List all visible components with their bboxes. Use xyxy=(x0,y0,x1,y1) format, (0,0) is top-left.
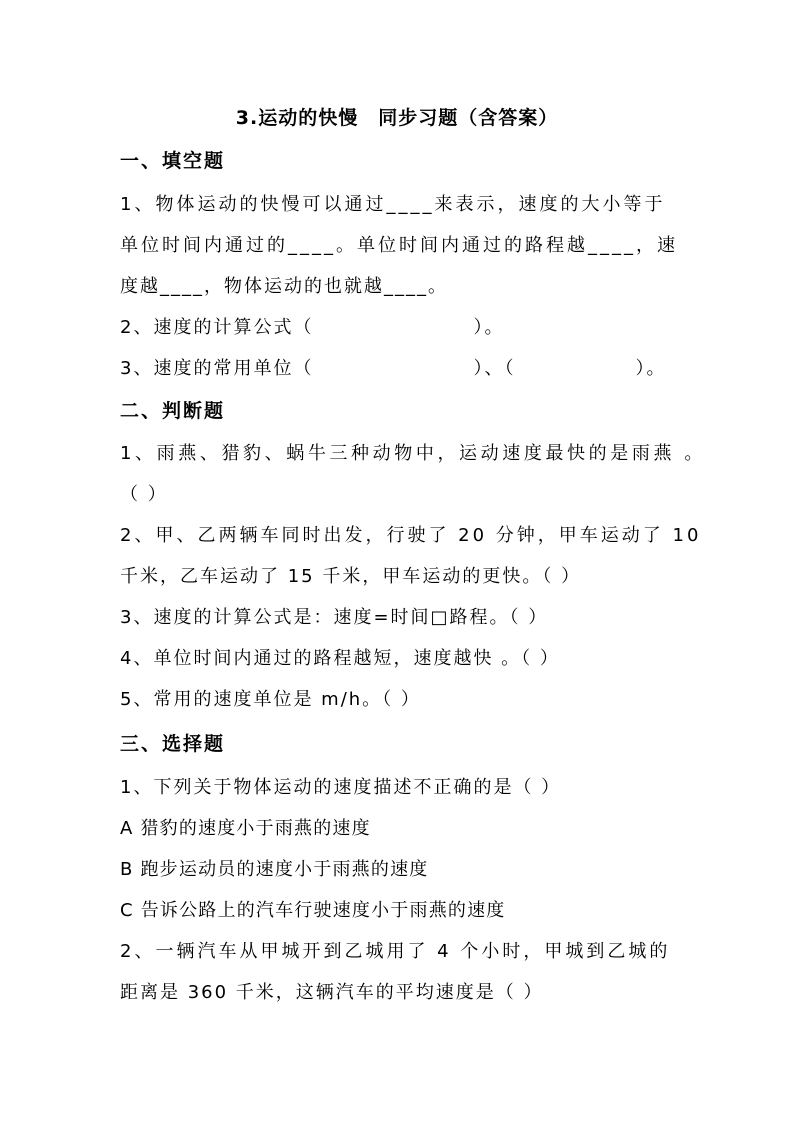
document-title: 3.运动的快慢 同步习题（含答案） xyxy=(235,107,559,129)
choice-q2-line2: 距离是 360 千米，这辆汽车的平均速度是（ ） xyxy=(120,982,544,1003)
fill-in-q2: 2、速度的计算公式（ ）。 xyxy=(120,317,505,338)
choice-q1-stem: 1、下列关于物体运动的速度描述不正确的是（ ） xyxy=(120,777,562,798)
choice-q1-option-a: A 猎豹的速度小于雨燕的速度 xyxy=(120,818,371,839)
true-false-q1-line2: （ ） xyxy=(120,484,168,505)
fill-in-q1-line3: 度越____，物体运动的也就越____。 xyxy=(120,276,448,297)
choice-q2-line1: 2、一辆汽车从甲城开到乙城用了 4 个小时，甲城到乙城的 xyxy=(120,941,671,962)
true-false-q2-line2: 千米，乙车运动了 15 千米，甲车运动的更快。（ ） xyxy=(120,566,582,587)
choice-q1-option-c: C 告诉公路上的汽车行驶速度小于雨燕的速度 xyxy=(120,900,506,921)
choice-q1-option-b: B 跑步运动员的速度小于雨燕的速度 xyxy=(120,859,429,880)
fill-in-q1-line1: 1、物体运动的快慢可以通过____来表示，速度的大小等于 xyxy=(120,194,666,215)
fill-in-q1-line2: 单位时间内通过的____。单位时间内通过的路程越____，速 xyxy=(120,235,678,256)
true-false-q1-line1: 1、雨燕、猎豹、蜗牛三种动物中，运动速度最快的是雨燕 。 xyxy=(120,443,706,464)
fill-in-q3: 3、速度的常用单位（ ）、（ ）。 xyxy=(120,358,667,379)
true-false-q5: 5、常用的速度单位是 m/h。（ ） xyxy=(120,689,421,710)
section-heading-fill-in: 一、填空题 xyxy=(120,150,226,172)
true-false-q2-line1: 2、甲、乙两辆车同时出发，行驶了 20 分钟，甲车运动了 10 xyxy=(120,525,702,546)
true-false-q3: 3、速度的计算公式是：速度=时间□路程。（ ） xyxy=(120,607,549,628)
true-false-q4: 4、单位时间内通过的路程越短，速度越快 。（ ） xyxy=(120,648,560,669)
section-heading-multiple-choice: 三、选择题 xyxy=(120,733,226,755)
section-heading-true-false: 二、判断题 xyxy=(120,400,226,422)
